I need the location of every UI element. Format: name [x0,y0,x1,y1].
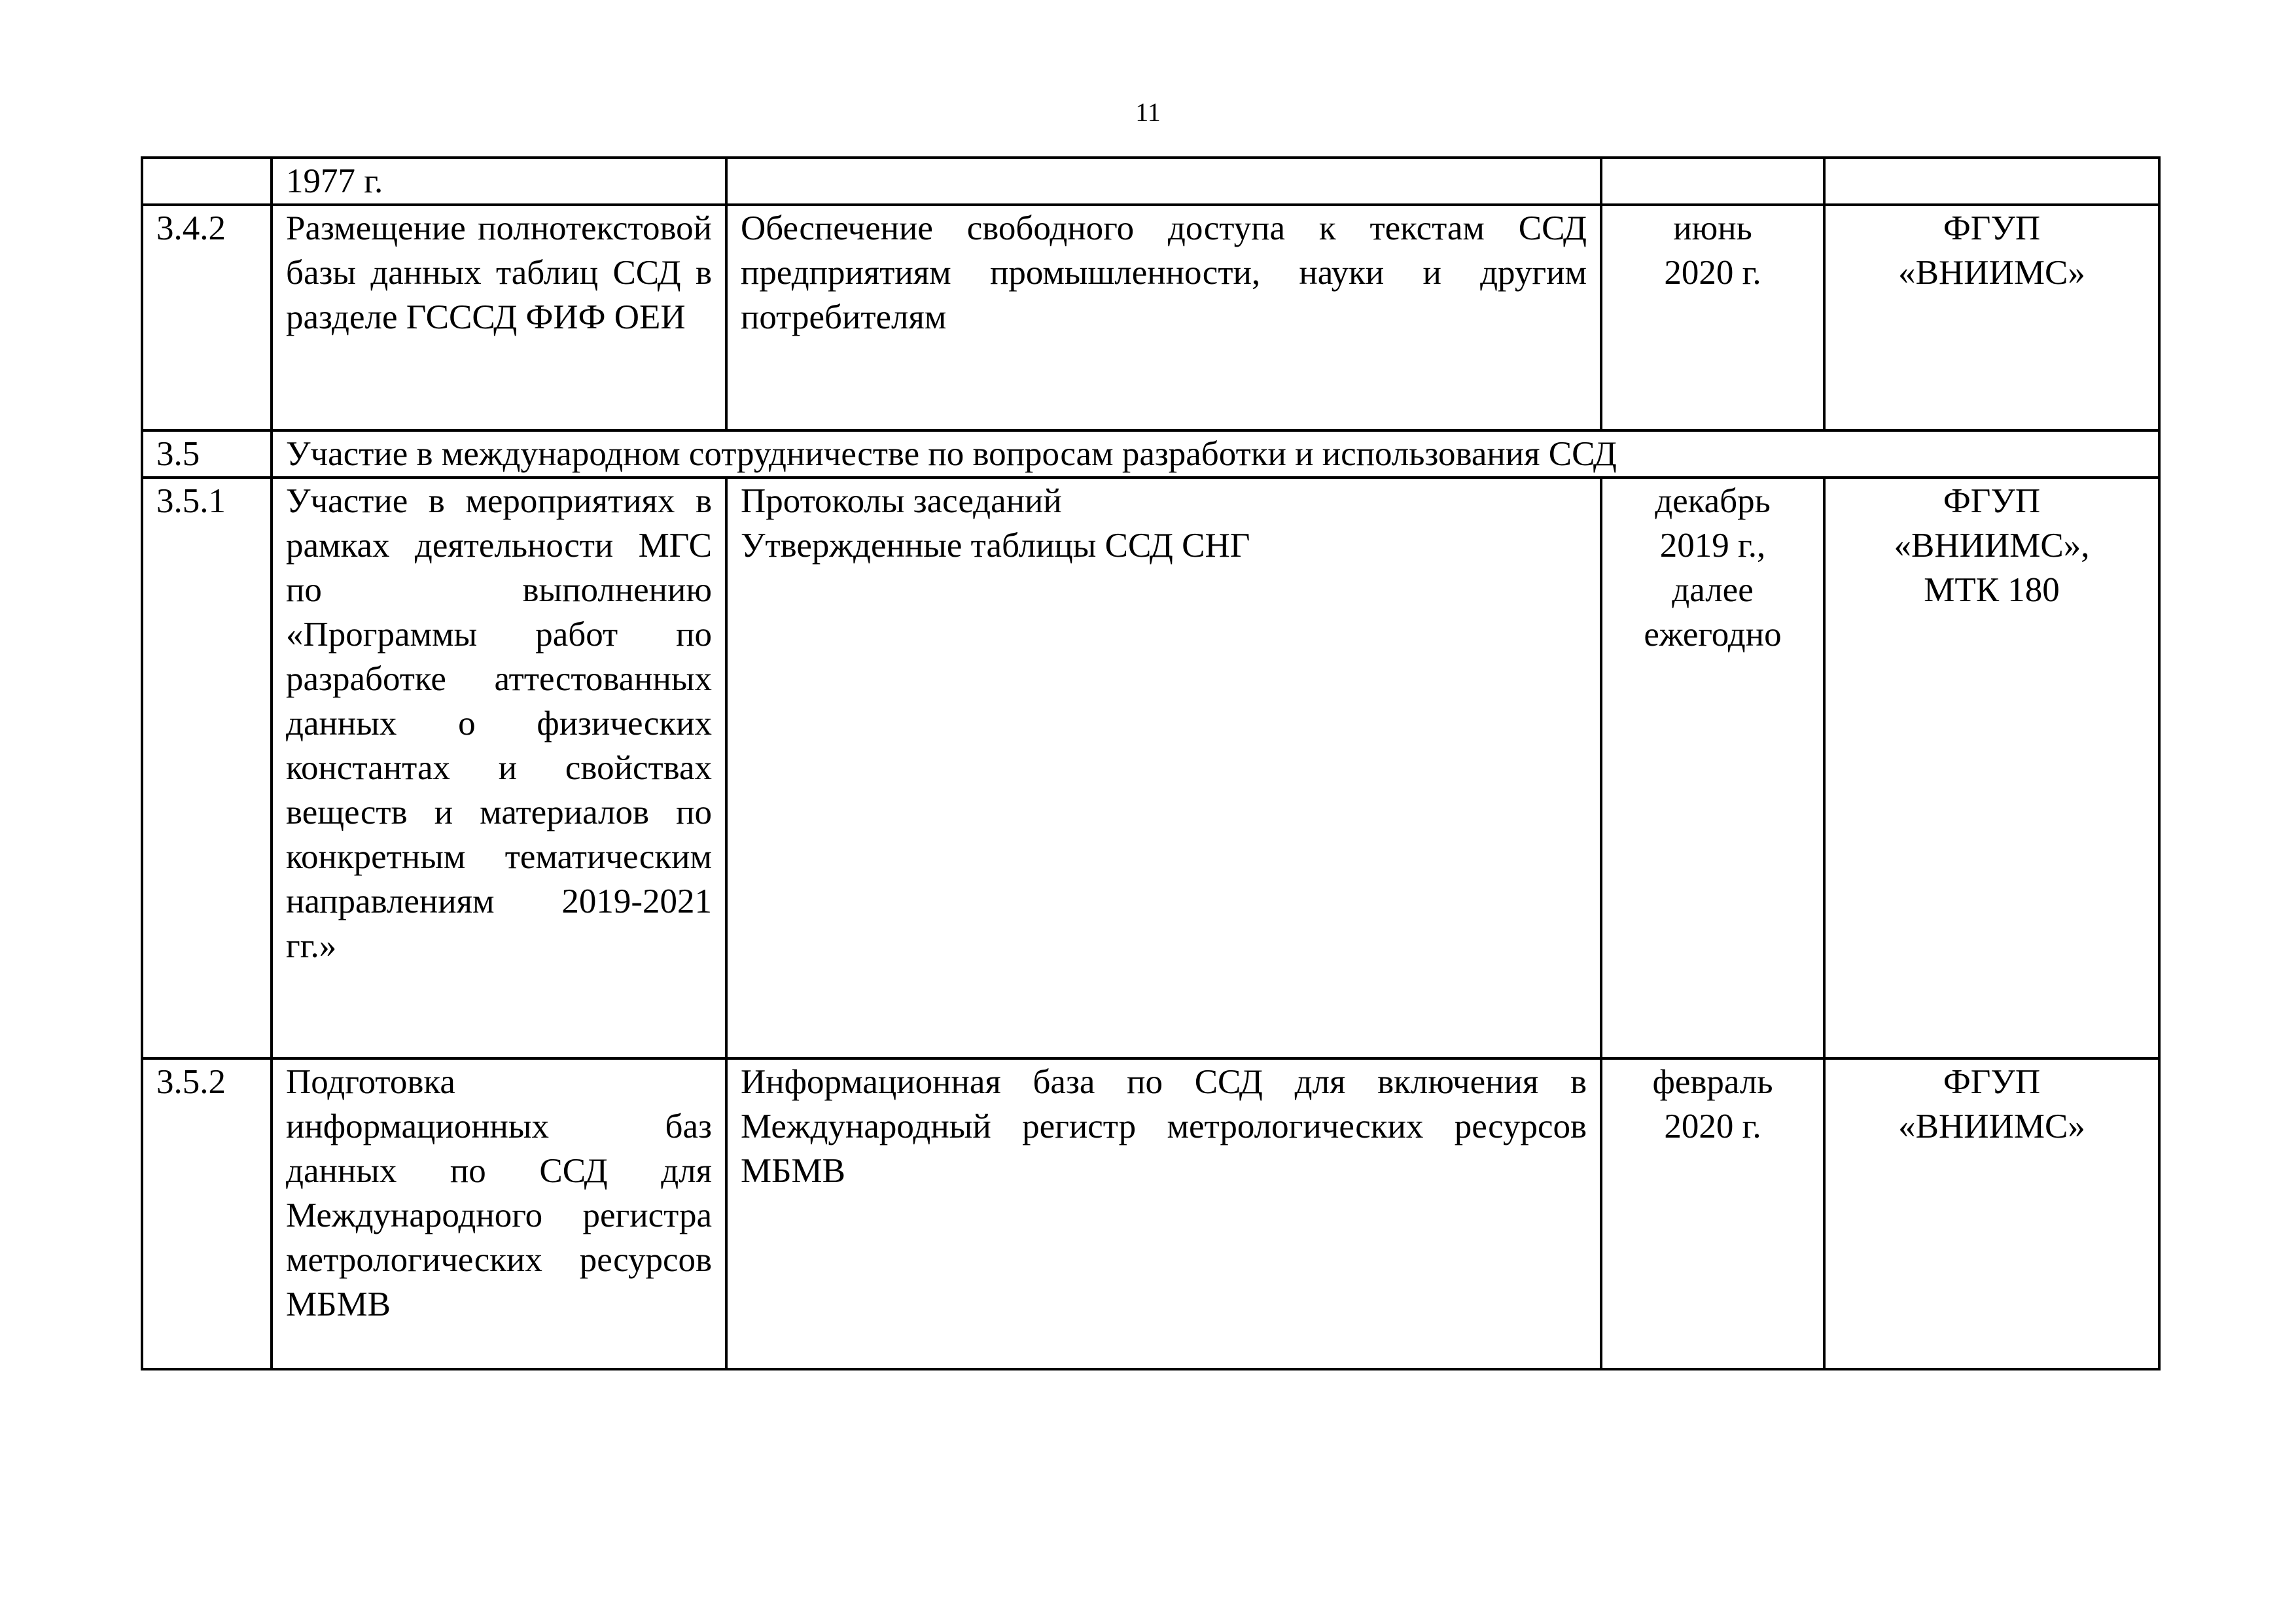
result-line: Утвержденные таблицы ССД СНГ [741,527,1250,565]
table-row-continuation [142,158,2159,205]
work-cell: 1977 г. [272,158,726,205]
table-row [142,478,2159,1058]
row-number-cell [142,158,272,205]
row-number-cell: 3.4.2 [142,205,272,430]
table-row [142,205,2159,430]
result-line: Протоколы заседаний [741,482,1062,520]
date-cell: декабрь 2019 г., далее ежегодно [1601,478,1824,1058]
work-cell: Участие в мероприятиях в рамках деятельности МГС по выполнению «Программы работ по разработке аттестованных данных о физических константах и свойствах веществ и материалов по конкретным тематическим направлениям 2019-2021 гг.» [272,478,726,1058]
executor-cell: ФГУП «ВНИИМС» [1824,205,2159,430]
date-cell [1601,158,1824,205]
result-cell: Обеспечение свободного доступа к текстам ССД предприятиям промышленности, науки и другим потребителям [726,205,1601,430]
executor-cell [1824,158,2159,205]
work-cell: Подготовка информационных баз данных по ССД для Международного регистра метрологических ресурсов МБМВ [272,1058,726,1369]
table-row [142,1058,2159,1369]
section-row [142,430,2159,478]
result-cell: Информационная база по ССД для включения в Международный регистр метрологических ресурсов МБМВ [726,1058,1601,1369]
date-cell: февраль 2020 г. [1601,1058,1824,1369]
result-cell [726,158,1601,205]
date-cell: июнь 2020 г. [1601,205,1824,430]
section-number-cell: 3.5 [142,430,272,478]
row-number-cell: 3.5.1 [142,478,272,1058]
row-number-cell: 3.5.2 [142,1058,272,1369]
executor-cell: ФГУП «ВНИИМС» [1824,1058,2159,1369]
result-cell [726,478,1601,1058]
executor-cell: ФГУП «ВНИИМС», МТК 180 [1824,478,2159,1058]
work-cell: Размещение полнотекстовой базы данных таблиц ССД в разделе ГСССД ФИФ ОЕИ [272,205,726,430]
section-title-cell: Участие в международном сотрудничестве по вопросам разработки и использования ССД [272,430,2159,478]
work-plan-table [141,156,2161,1370]
page-number: 11 [1135,97,1161,127]
